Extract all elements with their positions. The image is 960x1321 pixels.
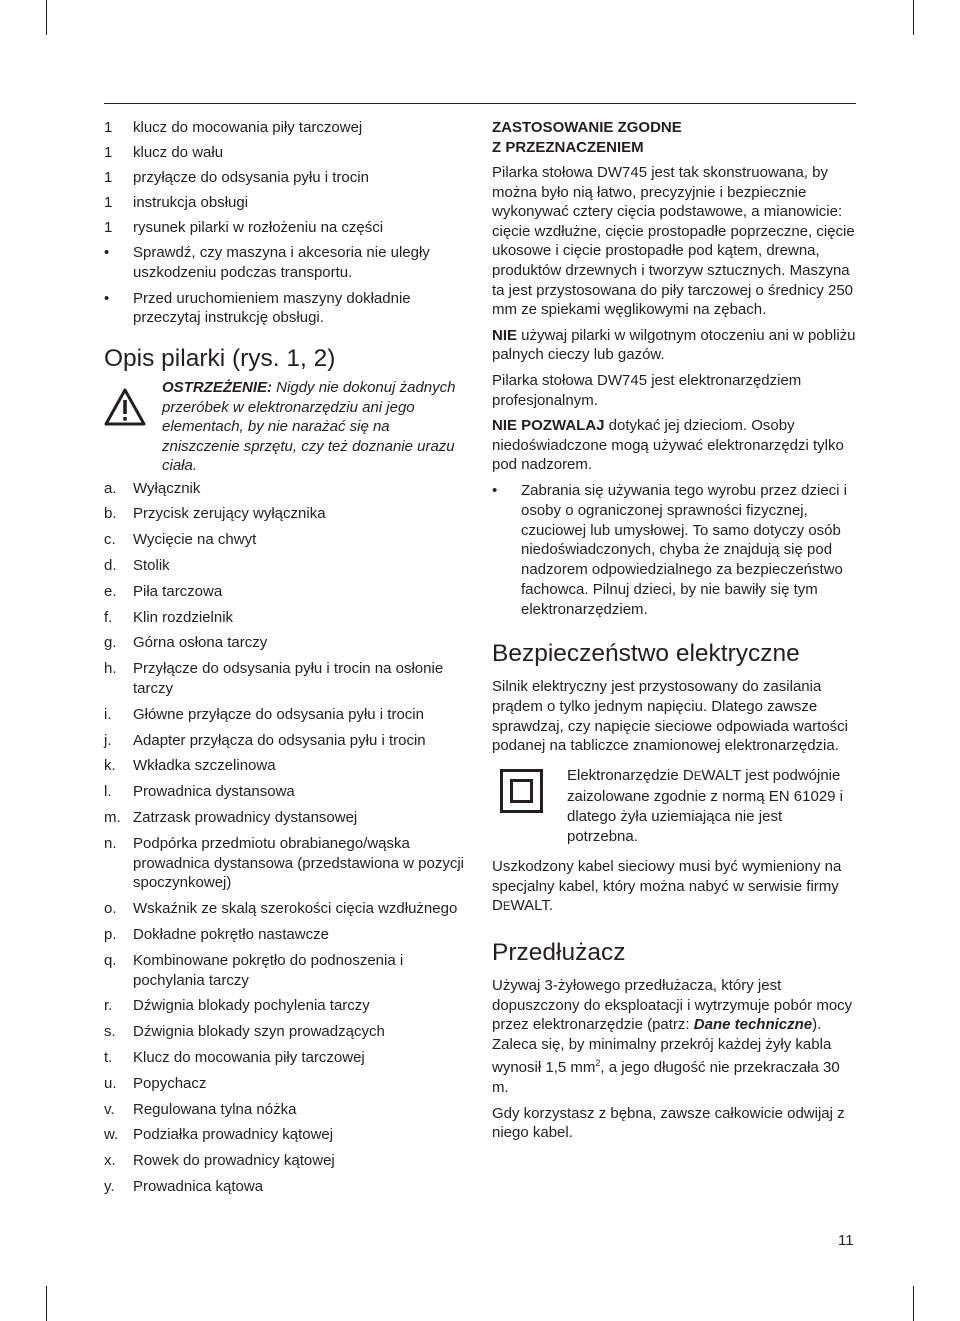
double-insulation-block — [492, 766, 856, 846]
parts-list-item: t. Klucz do mocowania piły tarczowej — [104, 1048, 365, 1066]
left-column — [104, 118, 470, 1203]
parts-list-item: k. Wkładka szczelinowa — [104, 757, 276, 775]
crop-mark-top-left — [46, 0, 47, 35]
list-item: 1 przyłącze do odsysania pyłu i trocin — [104, 168, 369, 186]
parts-list-item: c. Wycięcie na chwyt — [104, 531, 257, 549]
parts-list-item: m. Zatrzask prowadnicy dystansowej — [104, 808, 358, 826]
intended-use-heading: ZASTOSOWANIE ZGODNE Z PRZEZNACZENIEM — [492, 119, 682, 156]
parts-list-item: i. Główne przyłącze do odsysania pyłu i trocin — [104, 705, 424, 723]
section-heading-electrical-safety: Bezpieczeństwo elektryczne — [492, 640, 800, 668]
list-item: 1 klucz do mocowania piły tarczowej — [104, 119, 363, 136]
list-item: • Zabrania się używania tego wyrobu przez dzieci i osoby o ograniczonej sprawności fizycznej, czuciowej lub umysłowej. To samo dotyczy osób niedoświadczonych, chyba że znajdują się pod nadzorem odpowiedzialnego za bezpieczeństwo fachowca. Pilnuj dzieci, by nie bawiły się tym elektronarzędziem. — [492, 481, 847, 618]
cable-replacement-paragraph: Uszkodzony kabel sieciowy musi być wymieniony na specjalny kabel, który można nabyć w serwisie firmy DEWALT. — [492, 858, 842, 915]
parts-list-item: l. Prowadnica dystansowa — [104, 783, 295, 801]
double-insulation-icon — [500, 769, 543, 813]
warning-label: OSTRZEŻENIE: — [162, 379, 273, 397]
cable-reel-paragraph: Gdy korzystasz z bębna, zawsze całkowicie odwijaj z niego kabel. — [492, 1104, 845, 1142]
professional-tool-paragraph: Pilarka stołowa DW745 jest elektronarzędziem profesjonalnym. — [492, 371, 802, 409]
children-warning-paragraph: NIE POZWALAJ dotykać jej dzieciom. Osoby niedoświadczone mogą używać elektronarzędzi tylko pod nadzorem. — [492, 417, 844, 474]
parts-list-item: a. Wyłącznik — [104, 479, 201, 497]
parts-list-item: j. Adapter przyłącza do odsysania pyłu i trocin — [104, 731, 426, 749]
parts-list-item: f. Klin rozdzielnik — [104, 608, 234, 626]
crop-mark-bottom-right — [913, 1286, 914, 1321]
list-item: 1 klucz do wału — [104, 143, 224, 161]
extension-cord-paragraph: Używaj 3-żyłowego przedłużacza, który jest dopuszczony do eksploatacji i wytrzymuje pobór mocy przez elektronarzędzie (patrz: Dane techniczne). Zaleca się, by minimalny przekrój każdej żyły kabla wynosił 1,5 $mm^2$, a jego długość nie przekraczała 30 m. — [492, 977, 853, 1096]
crop-mark-bottom-left — [46, 1286, 47, 1321]
parts-list-item: d. Stolik — [104, 557, 170, 574]
humidity-warning-paragraph: NIE używaj pilarki w wilgotnym otoczeniu ani w pobliżu palnych cieczy lub gazów. — [492, 326, 856, 364]
parts-list-item: o. Wskaźnik ze skalą szerokości cięcia wzdłużnego — [104, 900, 458, 918]
parts-list-item: g. Górna osłona tarczy — [104, 634, 268, 652]
section-heading-description: Opis pilarki (rys. 1, 2) — [104, 345, 336, 373]
parts-list-item: v. Regulowana tylna nóżka — [104, 1100, 297, 1118]
warning-triangle-icon — [104, 388, 146, 426]
page-number: 11 — [838, 1232, 854, 1249]
right-column — [492, 118, 856, 1149]
list-item: • Przed uruchomieniem maszyny dokładnie przeczytaj instrukcję obsługi. — [104, 289, 411, 327]
parts-list-item: r. Dźwignia blokady pochylenia tarczy — [104, 997, 370, 1015]
warning-block — [104, 378, 470, 476]
parts-list-item: e. Piła tarczowa — [104, 582, 223, 600]
parts-list-item: y. Prowadnica kątowa — [104, 1177, 264, 1195]
parts-list-item: n. Podpórka przedmiotu obrabianego/wąska prowadnica dystansowa (przedstawiona w pozycji spoczynkowej) — [104, 834, 464, 892]
section-heading-extension-cord: Przedłużacz — [492, 939, 626, 967]
list-item: • Sprawdź, czy maszyna i akcesoria nie uległy uszkodzeniu podczas transportu. — [104, 243, 430, 281]
parts-list-item: p. Dokładne pokrętło nastawcze — [104, 925, 329, 943]
list-item: 1 rysunek pilarki w rozłożeniu na części — [104, 218, 384, 236]
top-rule — [104, 103, 856, 104]
double-insulation-text: Elektronarzędzie DEWALT jest podwójnie zaizolowane zgodnie z normą EN 61029 i dlatego żyła uziemiająca nie jest potrzebna. — [567, 766, 843, 845]
parts-list-item: q. Kombinowane pokrętło do podnoszenia i pochylania tarczy — [104, 951, 404, 989]
warning-text: OSTRZEŻENIE: Nigdy nie dokonuj żadnych przeróbek w elektronarzędziu ani jego elementach, by nie narażać się na zniszczenie sprzętu, czy też doznanie urazu ciała. — [162, 379, 456, 475]
parts-list-item: w. Podziałka prowadnicy kątowej — [104, 1126, 334, 1144]
parts-list-item: s. Dźwignia blokady szyn prowadzących — [104, 1023, 385, 1041]
parts-list-item: x. Rowek do prowadnicy kątowej — [104, 1152, 335, 1170]
crop-mark-top-right — [913, 0, 914, 35]
voltage-paragraph: Silnik elektryczny jest przystosowany do zasilania prądem o tylko jednym napięciu. Dlatego zawsze sprawdzaj, czy napięcie sieciowe odpowiada wartości podanej na tabliczce znamionowej elektronarzędzia. — [492, 678, 849, 755]
intended-use-paragraph: Pilarka stołowa DW745 jest tak skonstruowana, by można było nią łatwo, precyzyjnie i bezpiecznie wykonywać cztery cięcia podstawowe, a mianowicie: cięcie wzdłużne, cięcie prostopadłe poprzeczne, cięcie ukosowe i cięcie prostopadłe pod kątem, drewna, produktów drzewnych i tworzyw sztucznych. Maszyna ta jest przystosowana do piły tarczowej o średnicy 250 mm ze spiekami węglikowymi na zębach. — [492, 164, 855, 319]
parts-list-item: b. Przycisk zerujący wyłącznika — [104, 505, 326, 523]
list-item: 1 instrukcja obsługi — [104, 193, 249, 211]
parts-list-item: h. Przyłącze do odsysania pyłu i trocin na osłonie tarczy — [104, 660, 444, 697]
parts-list — [104, 479, 470, 1197]
contents-list — [104, 118, 470, 328]
parts-list-item: u. Popychacz — [104, 1074, 207, 1092]
